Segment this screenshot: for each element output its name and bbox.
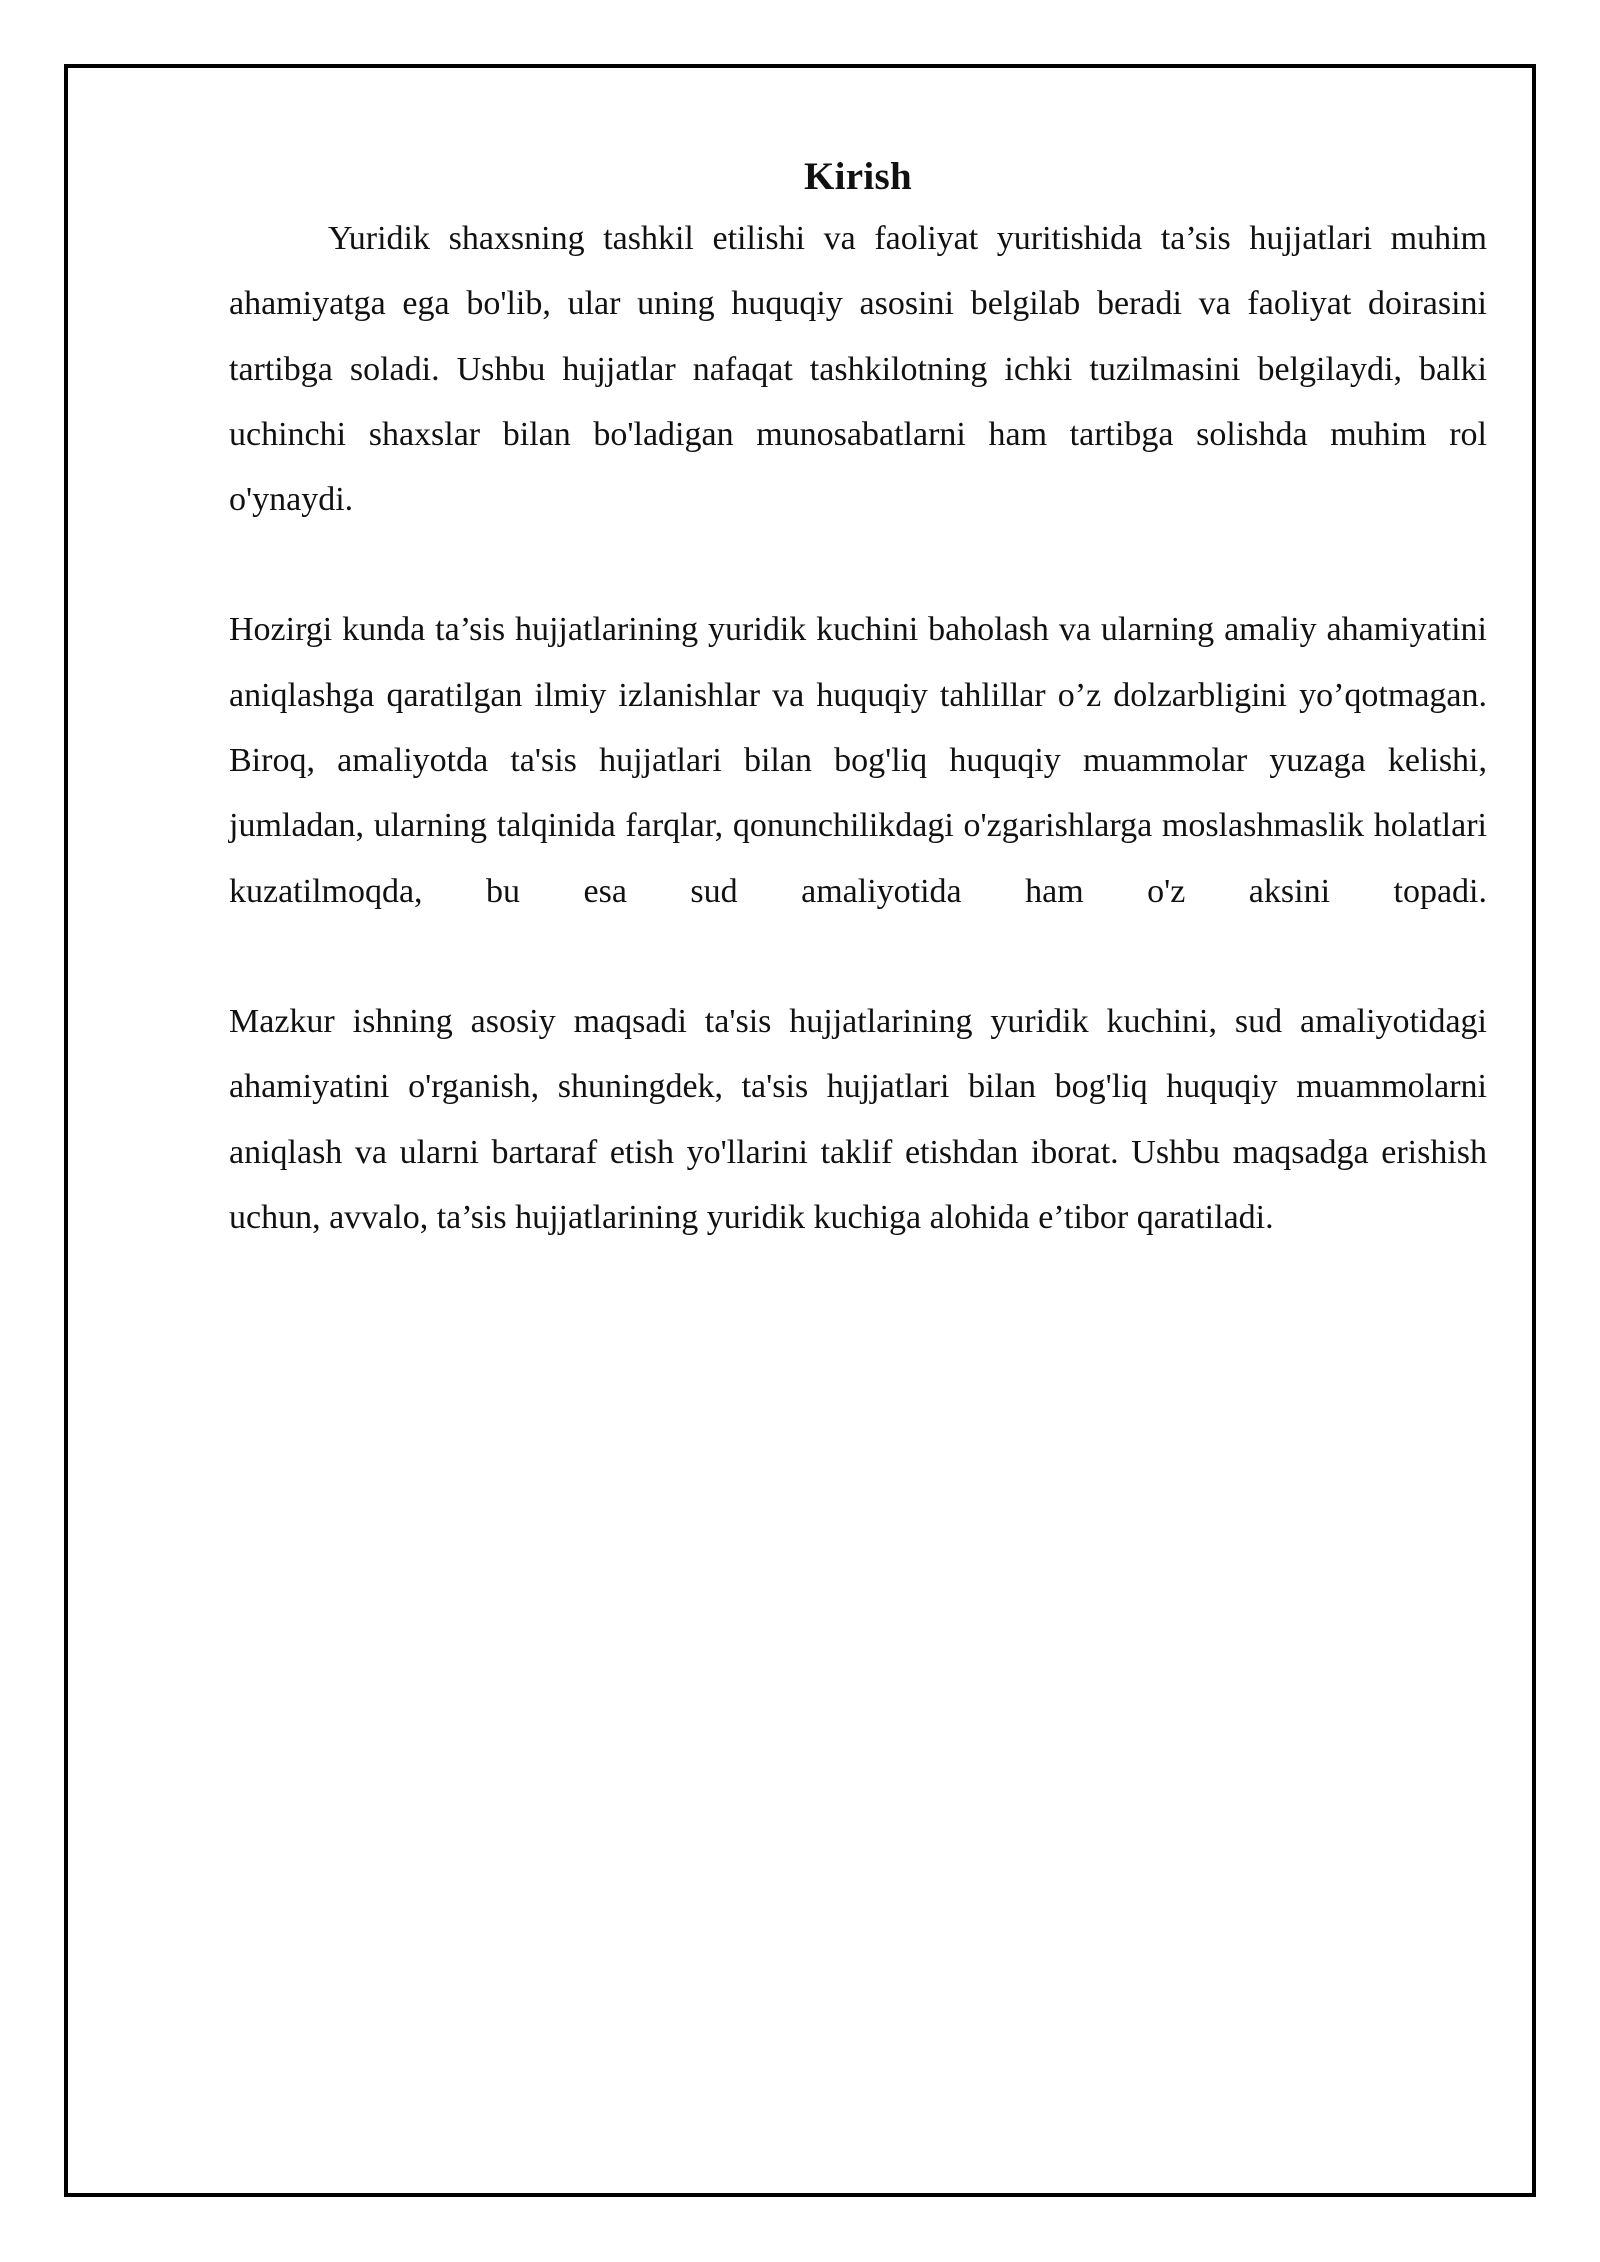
paragraph-1: Yuridik shaxsning tashkil etilishi va faoliyat yuritishida ta’sis hujjatlari muhim ahamiyatga ega bo'lib, ular uning huquqiy asosini belgilab beradi va faoliyat doirasini tartibga soladi. Ushbu hujjatlar nafaqat tashkilotning ichki tuzilmasini belgilaydi, balki uchinchi shaxslar bilan bo'ladigan munosabatlarni ham tartibga solishda muhim rol o'ynaydi. — [229, 220, 1487, 519]
paragraph-2: Hozirgi kunda ta’sis hujjatlarining yuridik kuchini baholash va ularning amaliy ahamiyatini aniqlashga qaratilgan ilmiy izlanishlar va huquqiy tahlillar o’z dolzarbligini yo’qotmagan. Biroq, amaliyotda ta'sis hujjatlari bilan bog'liq huquqiy muammolar yuzaga kelishi, jumladan, ularning talqinida farqlar, qonunchilikdagi o'zgarishlarga moslashmaslik holatlari kuzatilmoqda, bu esa sud amaliyotida ham o'z aksini topadi. — [229, 611, 1487, 910]
paragraph-3: Mazkur ishning asosiy maqsadi ta'sis hujjatlarining yuridik kuchini, sud amaliyotidagi ahamiyatini o'rganish, shuningdek, ta'sis hujjatlari bilan bog'liq huquqiy muammolarni aniqlash va ularni bartaraf etish yo'llarini taklif etishdan iborat. Ushbu maqsadga erishish uchun, avvalo, ta’sis hujjatlarining yuridik kuchiga alohida e’tibor qaratiladi. — [229, 1002, 1487, 1236]
document-body — [229, 148, 1487, 1250]
document-title: Kirish — [804, 155, 912, 198]
